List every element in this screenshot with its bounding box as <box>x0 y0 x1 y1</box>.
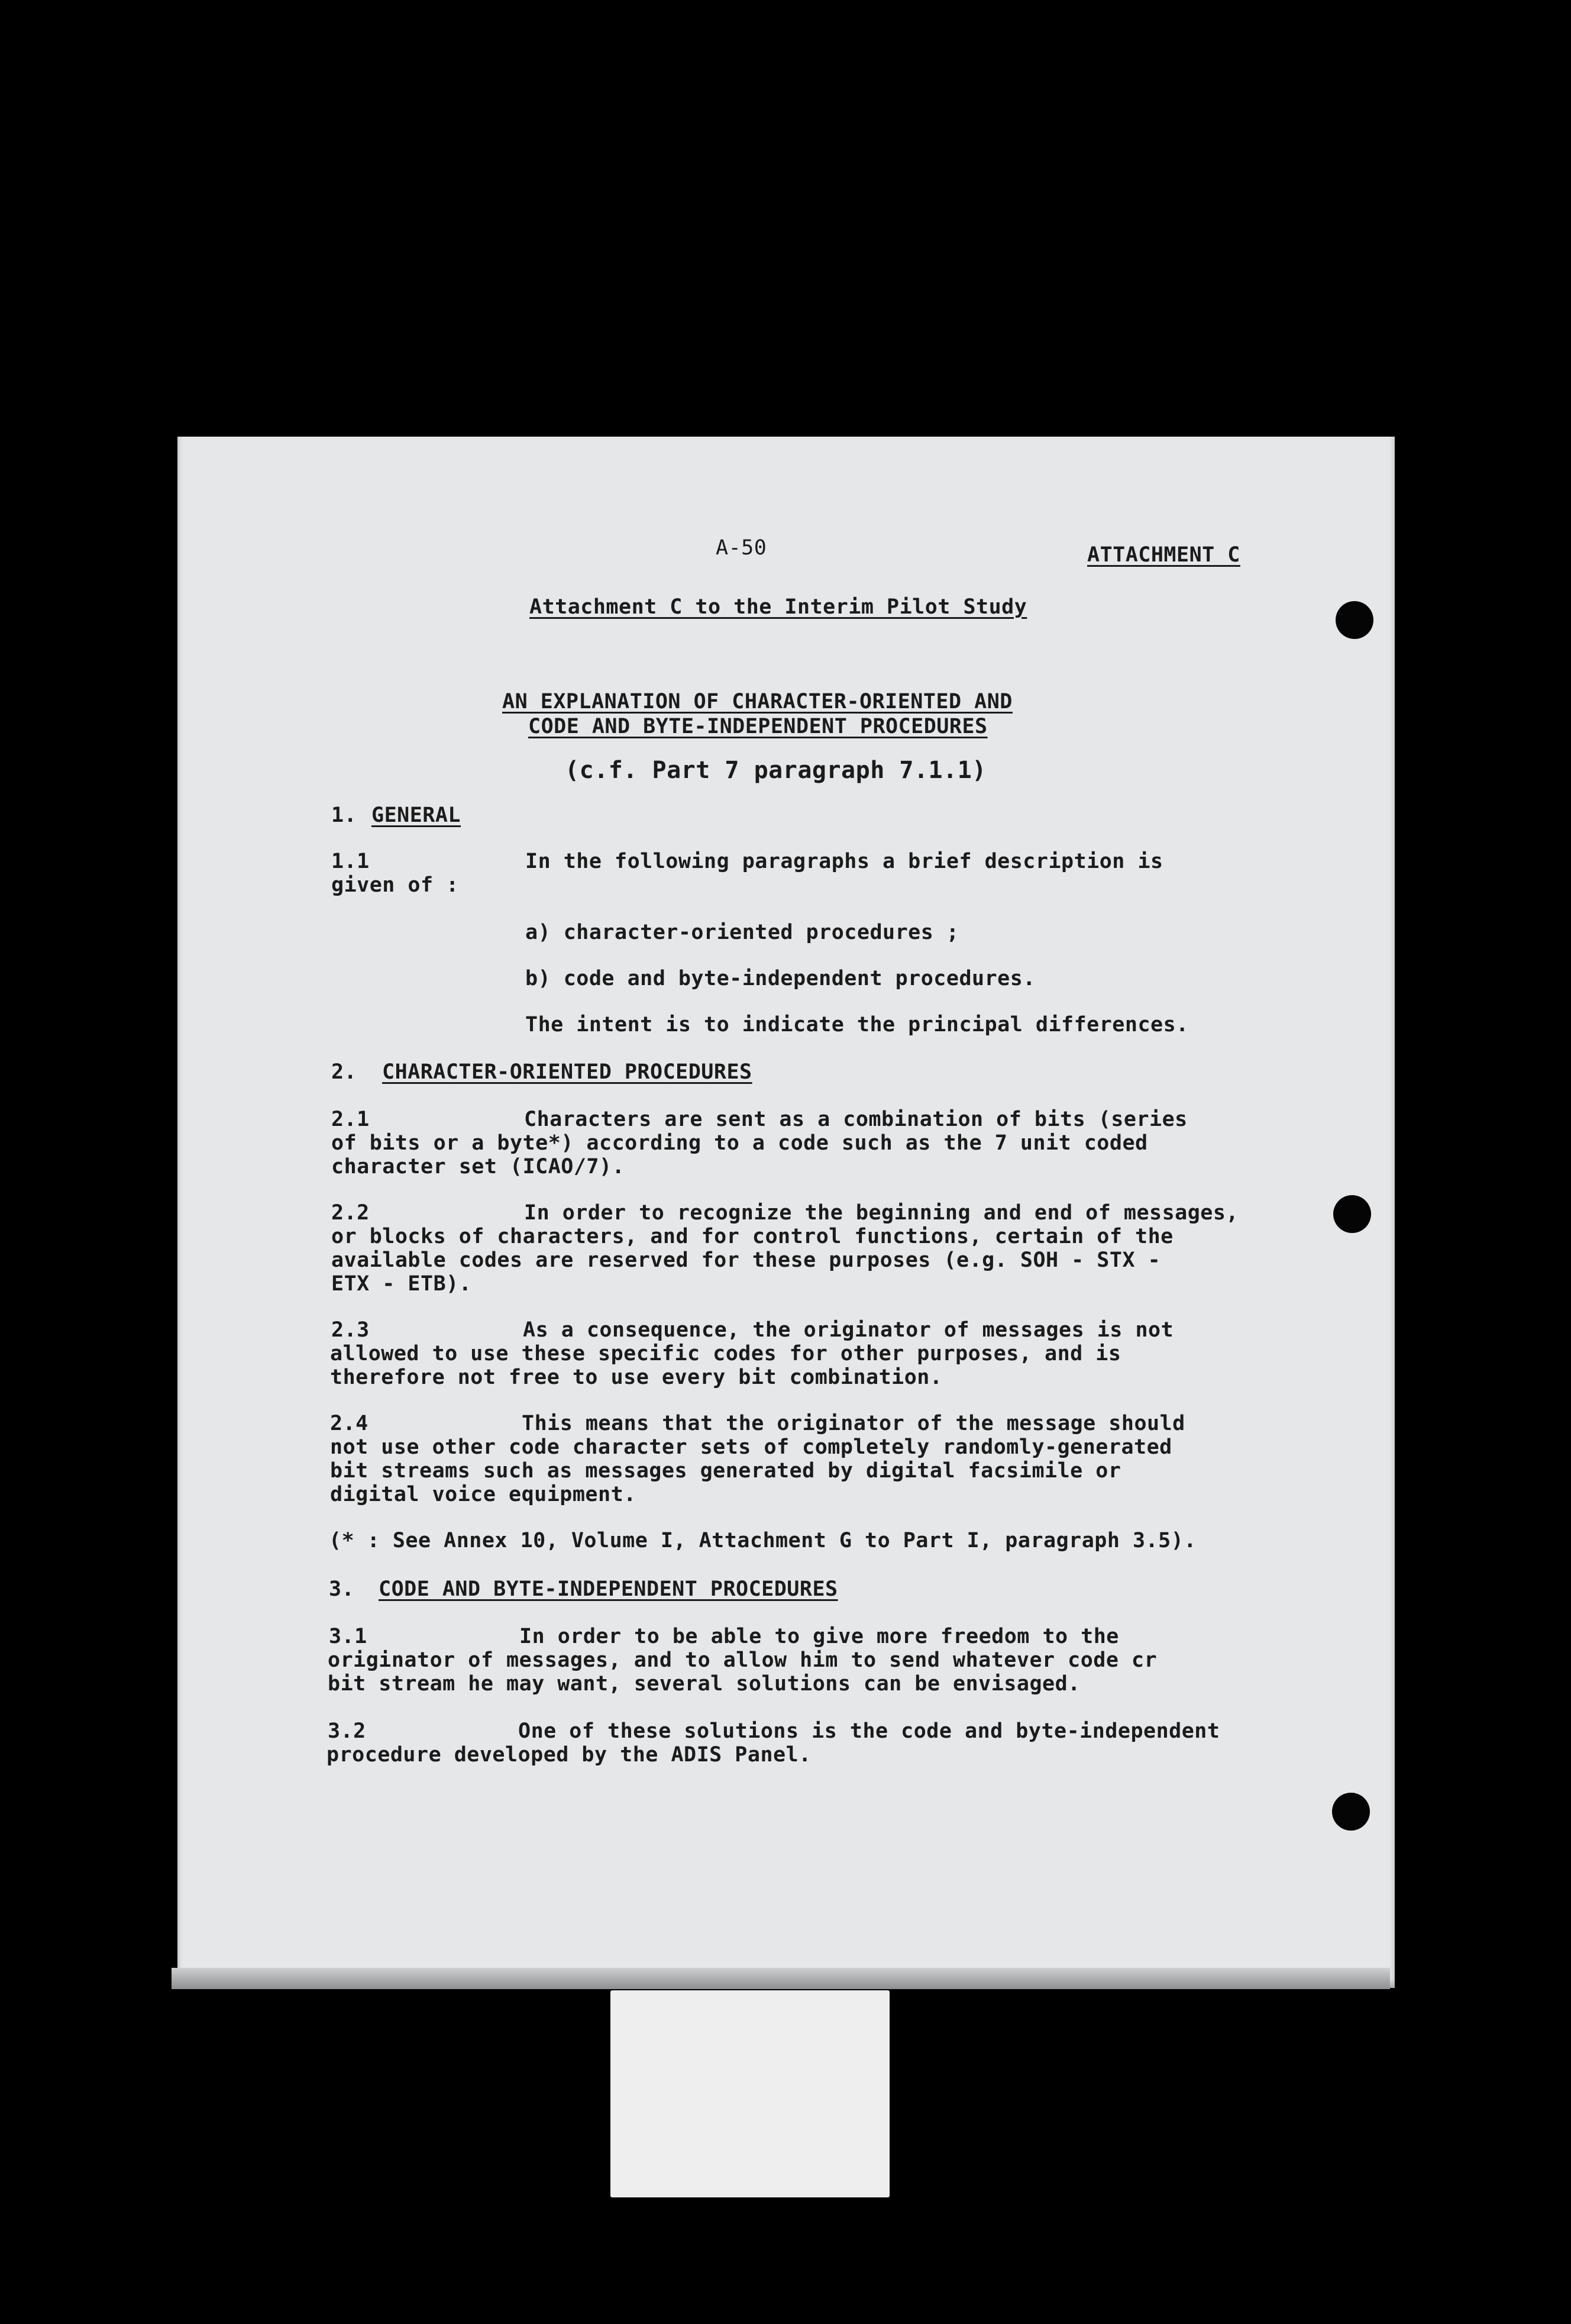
paragraph-line: of bits or a byte*) according to a code such as the 7 unit coded <box>331 1131 1148 1155</box>
reference-line: (c.f. Part 7 paragraph 7.1.1) <box>565 757 987 784</box>
page-number: A-50 <box>716 536 767 560</box>
paragraph-line: Characters are sent as a combination of bits (series <box>524 1108 1188 1131</box>
paragraph-line: In the following paragraphs a brief description is <box>525 850 1163 873</box>
paragraph-number: 3.2 <box>328 1719 366 1743</box>
paragraph-line: The intent is to indicate the principal differences. <box>525 1013 1189 1037</box>
paragraph-number: 2.4 <box>330 1412 368 1435</box>
paragraph-line: One of these solutions is the code and byte-independent <box>518 1719 1220 1743</box>
paragraph-line: originator of messages, and to allow him to send whatever code cr <box>328 1648 1158 1672</box>
paragraph-line: bit stream he may want, several solutions can be envisaged. <box>328 1672 1081 1696</box>
paragraph-line: not use other code character sets of completely randomly-generated <box>330 1435 1172 1459</box>
paragraph-line: This means that the originator of the message should <box>522 1412 1185 1435</box>
paragraph-line: character set (ICAO/7). <box>331 1155 625 1179</box>
paragraph-number: 2.1 <box>331 1108 370 1131</box>
paragraph-number: 1.1 <box>331 850 370 873</box>
paragraph-line: In order to recognize the beginning and end of messages, <box>524 1201 1239 1225</box>
punch-hole <box>1333 1195 1371 1233</box>
section-title: CODE AND BYTE-INDEPENDENT PROCEDURES <box>379 1577 838 1601</box>
paragraph-number: 2.3 <box>331 1318 370 1342</box>
paragraph-number: 2.2 <box>331 1201 370 1225</box>
section-number: 2. <box>331 1060 357 1084</box>
section-title: CHARACTER-ORIENTED PROCEDURES <box>382 1060 752 1084</box>
punch-hole <box>1336 601 1373 639</box>
document-title: Attachment C to the Interim Pilot Study <box>529 595 1027 619</box>
paragraph-line: ETX - ETB). <box>331 1272 472 1296</box>
paragraph-line: given of : <box>331 873 459 897</box>
section-title: GENERAL <box>371 803 461 827</box>
paragraph-line: procedure developed by the ADIS Panel. <box>327 1743 812 1767</box>
paragraph-line: In order to be able to give more freedom to the <box>519 1625 1119 1648</box>
list-item-b: b) code and byte-independent procedures. <box>525 967 1036 990</box>
paragraph-line: or blocks of characters, and for control functions, certain of the <box>331 1225 1174 1248</box>
footnote: (* : See Annex 10, Volume I, Attachment G to Part I, paragraph 3.5). <box>329 1529 1197 1552</box>
paragraph-line: therefore not free to use every bit combination. <box>330 1366 943 1389</box>
paragraph-line: available codes are reserved for these purposes (e.g. SOH - STX - <box>331 1248 1161 1272</box>
list-item-a: a) character-oriented procedures ; <box>525 921 959 944</box>
section-number: 3. <box>329 1577 355 1601</box>
section-number: 1. <box>331 803 357 827</box>
paragraph-line: allowed to use these specific codes for other purposes, and is <box>330 1342 1121 1366</box>
paragraph-line: digital voice equipment. <box>330 1483 636 1506</box>
page-edge <box>172 1968 1390 1989</box>
paragraph-number: 3.1 <box>329 1625 367 1648</box>
heading-line-2: CODE AND BYTE-INDEPENDENT PROCEDURES <box>528 715 988 738</box>
heading-line-1: AN EXPLANATION OF CHARACTER-ORIENTED AND <box>502 690 1013 714</box>
punch-hole <box>1332 1793 1370 1831</box>
paragraph-line: As a consequence, the originator of messages is not <box>523 1318 1174 1342</box>
paragraph-line: bit streams such as messages generated by digital facsimile or <box>330 1459 1121 1483</box>
blank-card <box>610 1990 890 2197</box>
attachment-label: ATTACHMENT C <box>1087 543 1240 567</box>
